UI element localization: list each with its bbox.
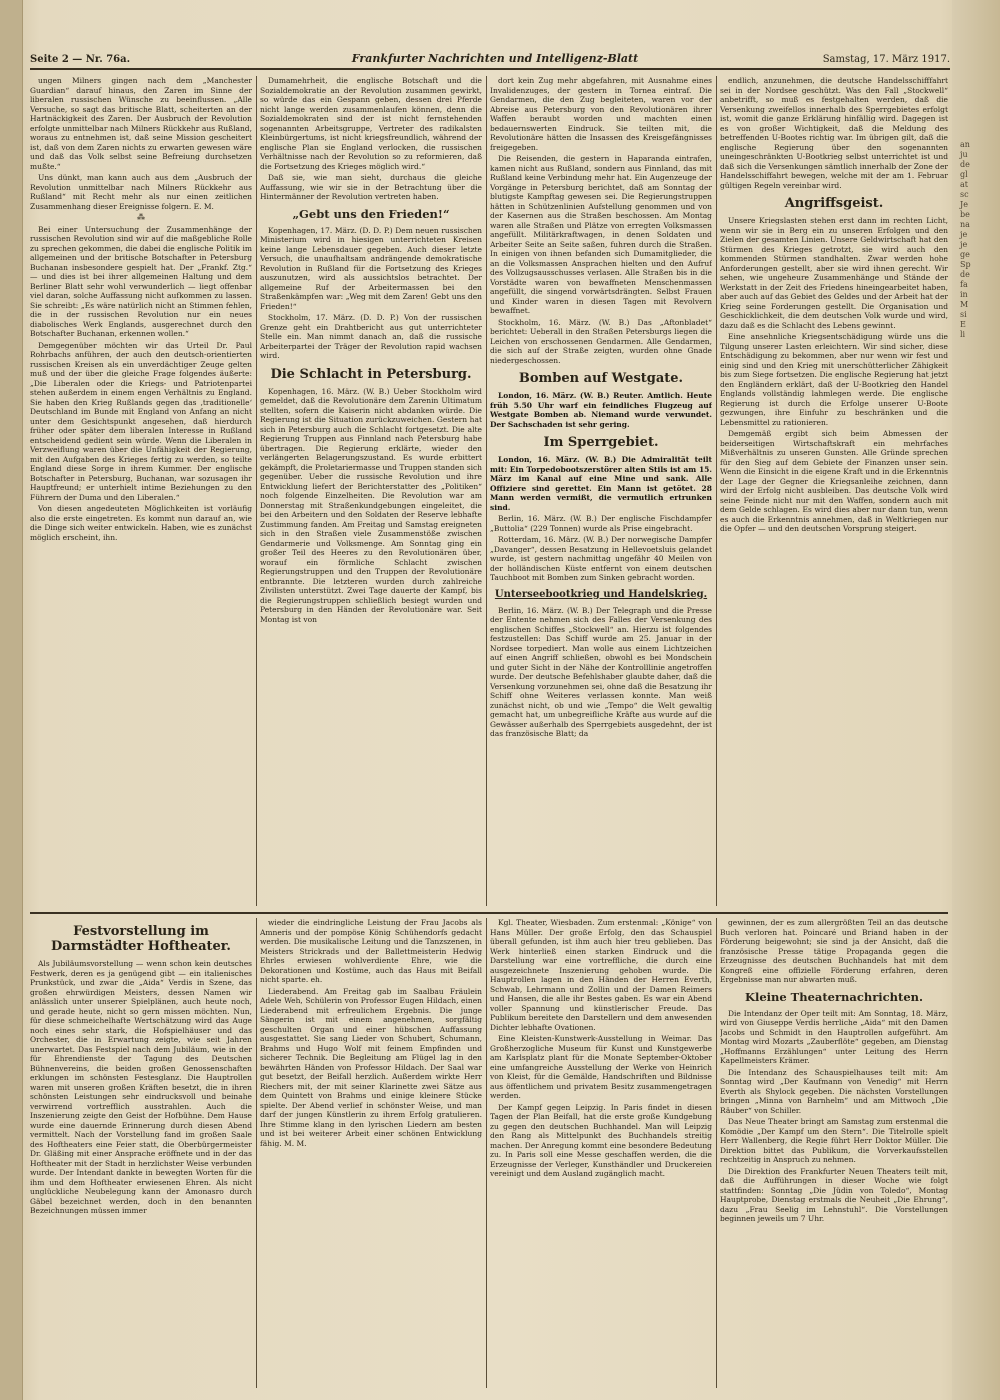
left-page-edge (0, 0, 23, 1400)
paragraph: Daß sie, wie man sieht, durchaus die gleiche Auffassung, wie wir sie in der Betrachtung über die Hintermänner der Revolution vertreten haben. (260, 173, 482, 201)
edge-fragment: na (960, 220, 970, 229)
edge-fragment: de (960, 160, 970, 169)
paragraph: Dumamehrheit, die englische Botschaft und die Sozialdemokratie an der Revolution zusammen gewirkt, so würde das ein Gespann geben, dessen drei Pferde nicht lange werden zusammenlaufen können, denn die Sozialdemokraten sind der ist nicht fernstehenden sogenannten Arbeitsgruppe, Vertreter des radikalsten Kleinbürgertums, ist nicht kriegsfreundlich, während der englische Plan sie England verlocken, die russischen Verhältnisse nach der Revolution so zu reformieren, daß die Fortsetzung des Krieges möglich wird.“ (260, 76, 482, 171)
paragraph: Uns dünkt, man kann auch aus dem „Ausbruch der Revolution unmittelbar nach Milners Rückkehr aus Rußland“ mit Recht mehr als nur einen zeitlichen Zusammenhang dieser Ereignisse folgern. E. M. (30, 173, 252, 211)
paragraph: London, 16. März. (W. B.) Die Admiralität teilt mit: Ein Torpedobootszerstörer alten Stils ist am 15. März im Kanal auf eine Mine und sank. Alle Offiziere sind gerettet. Ein Mann ist getötet. 28 Mann werden vermißt, die vermutlich ertrunken sind. (490, 455, 712, 512)
article-headline: „Gebt uns den Frieden!“ (292, 206, 450, 221)
paper-title: Frankfurter Nachrichten und Intelligenz-Blatt (351, 52, 639, 65)
paragraph: Kopenhagen, 16. März. (W. B.) Ueber Stockholm wird gemeldet, daß die Revolutionäre dem Zarenin Ultimatum stellten, sofern die Kaiserin nicht abdanken würde. Die Regierung ist die Situation zurückzuweichen. Gestern hat sich in Petersburg auch die Schlacht fortgesetzt. Die alte Regierung Truppen aus Finnland nach Petersburg habe übertragen. Die Regierung erklärte, wieder den verlängerten Belagerungszustand. Es wurde erbittert gekämpft, die Proletariermasse und Truppen standen sich gegenüber. Ueber die russische Revolution und ihre Entwicklung liefert der Berichterstatter des „Politiken“ noch folgende Einzelheiten. Die Revolution war am Donnerstag mit Straßenkundgebungen eingeleitet, die bei den Arbeitern und den Soldaten der Reserve lebhafte Zustimmung fanden. Am Freitag und Samstag ereigneten sich in den Straßen viele Zusammenstöße zwischen Gendarmerie und Volksmenge. Am Sonntag ging ein großer Teil des Heeres zu den Revolutionären über, worauf ein förmliche Schlacht zwischen Regierungstruppen und den Truppen der Revolutionäre entbrannte. Die letzteren wurden durch zahlreiche Zivilisten unterstützt. Zwei Tage dauerte der Kampf, bis die Regierungstruppen schließlich besiegt wurden und Petersburg in den Händen der Revolutionäre war. Seit Montag ist von (260, 386, 482, 624)
edge-fragment: Sp (960, 260, 971, 269)
paragraph: Liederabend. Am Freitag gab im Saalbau Fräulein Adele Weh, Schülerin von Professor Eugen Hildach, einen Liederabend mit erfreulichem Ergebnis. Die junge Sängerin ist mit einem angenehmen, sorgfältig geschulten Organ und einer hübschen Auffassung ausgestattet. Sie sang Lieder von Schubert, Schumann, Brahms und Hugo Wolf mit feinem Empfinden und sicherer Technik. Die Begleitung am Flügel lag in den bewährten Händen von Professor Hildach. Der Saal war gut besetzt, der Beifall herzlich. Außerdem wirkte Herr Riechers mit, der mit seiner Klarinette zwei Sätze aus dem Quintett von Brahms und einige kleinere Stücke spielte. Der Abend verlief in schönster Weise, und man darf der jungen Künstlerin zu ihrem Erfolg gratulieren. Ihre Stimme klang in den lyrischen Liedern am besten und ist bei weiterer Arbeit einer schönen Entwicklung fähig. M. M. (260, 986, 482, 1148)
lower-column-1 (30, 918, 252, 1388)
paragraph: Eine ansehnliche Kriegsentschädigung würde uns die Tilgung unserer Lasten erleichtern. Wir sind sicher, diese Entschädigung zu bekommen, aber nur wenn wir fest und einig sind und den Krieg mit unerschütterlicher Zähigkeit bis zum Siege fortsetzen. Die englische Regierung hat jetzt den Engländern erklärt, daß der U-Bootkrieg den Handel Englands vollständig lahmlegen werde. Die englische Regierung ist durch die Erfolge unserer U-Boote gezwungen, ihre Einfuhr zu beschränken und die Lebensmittel zu rationieren. (720, 332, 948, 427)
edge-fragment: je (960, 230, 968, 239)
column-rule (256, 76, 257, 906)
edge-fragment: Je (960, 200, 968, 209)
column-rule (716, 76, 717, 906)
article-headline: Festvorstellung im Darmstädter Hoftheater. (51, 924, 231, 954)
paragraph: Stockholm, 16. März. (W. B.) Das „Aftonbladet“ berichtet: Ueberall in den Straßen Petersburgs liegen die Leichen von erschossenen Gendarmen. Alle Gendarmen, die sich auf der Straße zeigten, wurden ohne Gnade niedergeschossen. (490, 317, 712, 365)
column-rule (486, 76, 487, 906)
edge-fragment: E (960, 320, 966, 329)
paragraph: Demgemäß ergibt sich beim Abmessen der beiderseitigen Wirtschaftskraft ein mehrfaches Mißverhältnis zu unseren Gunsten. Alle Gründe sprechen für den Sieg auf dem Gebiete der Finanzen unser sein. Wenn die Einsicht in die eigene Kraft und in die Erkenntnis der Lage der Gegner die Kriegsanleihe zeichnen, dann wird der Erfolg nicht ausbleiben. Das deutsche Volk wird seine Feinde nicht nur mit den Waffen, sondern auch mit dem Gelde schlagen. Es wird dies aber nur dann tun, wenn es auch die Erkenntnis annehmen, daß in Weltkriegen nur die Opfer — und den deutschen Vorsprung steigert. (720, 429, 948, 533)
paragraph: Die Intendanz des Schauspielhauses teilt mit: Am Sonntag wird „Der Kaufmann von Venedig“ mit Herrn Everth als Shylock gegeben. Die nächsten Vorstellungen bringen „Minna von Barnhelm“ und am Mittwoch „Die Räuber“ von Schiller. (720, 1067, 948, 1115)
edge-fragment: sc (960, 190, 969, 199)
edge-fragment: gl (960, 170, 968, 179)
lower-column-3 (490, 918, 712, 1388)
paragraph: Berlin, 16. März. (W. B.) Der Telegraph und die Presse der Entente nehmen sich des Falles der Versenkung des englischen Schiffes „Stockwell“ an. Hierzu ist folgendes festzustellen: Das Schiff wurde am 25. Januar in der Nordsee torpediert. Man wolle aus einem Lichtzeichen auf einen Angriff schließen, obwohl es bei Mondschein und guter Sicht in der Nähe der Kontrolllinie angetroffen wurde. Der deutsche Befehlshaber glaubte daher, daß die Versenkung vorzunehmen sei, ohne daß die Besatzung ihr Schiff ohne Weiteres verlassen konnte. Man weiß zunächst nicht, ob und wie „Tempo“ die Welt gewaltig gemacht hat, um unbegreifliche Kräfte aus wurde auf die Gewässer außerhalb des Sperrgebiets ausgedehnt, der ist das französische Blatt; da (490, 605, 712, 738)
separator: ⁂ (137, 213, 145, 222)
edge-fragment: ju (960, 150, 968, 159)
page-number: Seite 2 — Nr. 76a. (30, 54, 131, 65)
paragraph: endlich, anzunehmen, die deutsche Handelsschifffahrt sei in der Nordsee geschützt. Was den Fall „Stockwell“ anbetrifft, so muß es festgehalten werden, daß die Versenkung zweifellos innerhalb des Sperrgebietes erfolgt ist, womit die ganze Erklärung hinfällig wird. Dagegen ist es von großer Wichtigkeit, daß die Meldung des betreffenden U-Bootes richtig war. Im übrigen gilt, daß die englische Regierung über den sogenannten uneingeschränkten U-Bootkrieg selbst unterrichtet ist und daß sich die Versenkungen sämtlich innerhalb der Zone der Handelsschiffahrt bewegen, welche mit der am 1. Februar gültigen Regeln vereinbar wird. (720, 76, 948, 190)
column-2 (260, 76, 482, 906)
edge-fragment: de (960, 270, 970, 279)
column-rule (716, 918, 717, 1388)
paragraph: Von diesen angedeuteten Möglichkeiten ist vorläufig also die erste eingetreten. Es kommt nun darauf an, wie die Dinge sich weiter entwickeln. Haben, wie es zunächst möglich erscheint, ihn. (30, 504, 252, 542)
column-4 (720, 76, 948, 906)
paragraph: Die Direktion des Frankfurter Neuen Theaters teilt mit, daß die Aufführungen in dieser Woche wie folgt stattfinden: Sonntag „Die Jüdin von Toledo“, Montag Hauptprobe, Dienstag erstmals die Neuheit „Die Ehrung“, dazu „Frau Seelig im Lehnstuhl“. Die Vorstellungen beginnen jeweils um 7 Uhr. (720, 1166, 948, 1223)
column-3 (490, 76, 712, 906)
paragraph: Der Kampf gegen Leipzig. In Paris findet in diesen Tagen der Plan Beifall, hat die erste große Kundgebung zu gegen den deutschen Buchhandel. Man will Leipzig den Rang als Mittelpunkt des Buchhandels streitig machen. Der Anregung kommt eine besondere Bedeutung zu. In Paris soll eine Messe geschaffen werden, die die Erzeugnisse der Verleger, Kunsthändler und Druckereien vereinigt und dem Ausland zugänglich macht. (490, 1102, 712, 1178)
article-headline: Unterseebootkrieg und Handelskrieg. (494, 588, 708, 600)
edge-fragment: an (960, 140, 970, 149)
edge-fragment: be (960, 210, 970, 219)
paragraph: Berlin, 16. März. (W. B.) Der englische Fischdampfer „Buttolia“ (229 Tonnen) wurde als Prise eingebracht. (490, 514, 712, 533)
article-headline: Im Sperrgebiet. (543, 435, 659, 450)
article-headline: Angriffsgeist. (784, 196, 884, 211)
edge-fragment: ge (960, 250, 970, 259)
paragraph: gewinnen, der es zum allergrößten Teil an das deutsche Buch verloren hat. Poincaré und Briand haben in der Förderung beigewohnt; sie sind ja der Ansicht, daß die französische Presse tätige Propaganda gegen die Erzeugnisse des deutschen Buchhandels hat mit dem Kongreß eine offizielle Förderung erfahren, deren Ergebnisse man nur abwarten muß. (720, 918, 948, 984)
article-headline: Kleine Theaternachrichten. (744, 989, 924, 1004)
article-headline: Die Schlacht in Petersburg. (270, 366, 472, 382)
edge-fragment: si (960, 310, 967, 319)
column-rule (256, 918, 257, 1388)
paragraph: Rotterdam, 16. März. (W. B.) Der norwegische Dampfer „Davanger“, dessen Besatzung in Hellevoetsluis gelandet wurde, ist gestern nachmittag ungefähr 40 Meilen von der holländischen Küste entfernt von einem deutschen Tauchboot mit Bomben zum Sinken gebracht worden. (490, 535, 712, 582)
column-rule (486, 918, 487, 1388)
edge-fragment: at (960, 180, 968, 189)
lower-column-2 (260, 918, 482, 1388)
paragraph: Die Intendanz der Oper teilt mit: Am Sonntag, 18. März, wird von Giuseppe Verdis herrliche „Aida“ mit den Damen Jacobs und Schmidt in den Hauptrollen aufgeführt. Am Montag wird Mozarts „Zauberflöte“ gegeben, am Dienstag „Hoffmanns Erzählungen“ unter Leitung des Herrn Kapellmeisters Krämer. (720, 1008, 948, 1065)
paragraph: Als Jubiläumsvorstellung — wenn schon kein deutsches Festwerk, deren es ja genügend gibt — ein italienisches Prunkstück, und zwar die „Aida“ Verdis in Szene, das großen ehrwürdigen Meisters, dessen Namen wir anlässlich unter unserer Spielplänen, auch heute noch, und gerade heute, nicht so gern missen möchten. Nun, für diese schmeichelhafte Wertschätzung wird das Auge noch eines sehr stark, die Hofspielhäuser und das Orchester, die in Erwartung zeigte, wie seit Jahren unerwartet. Das Festspiel nach dem Jubiläum, wie in der für Ehrendienste der Tagung des Deutschen Bühnenvereins, die beiden großen Genossenschaften erklungen im schönsten Festesglanz. Die Hauptrollen waren mit unseren großen Kräften besetzt, die in ihren schönsten Leistungen sehr eindrucksvoll und beinahe verwirrend vortrefflich ausstrahlen. Auch die Inszenierung zeigte den Geist der Hofbühne. Dem Hause wurde eine dauernde Erinnerung durch diesen Abend vermittelt. Nach der Vorstellung fand im großen Saale des Hoftheaters eine Feier statt, die Oberbürgermeister Dr. Gläßing mit einer Ansprache eröffnete und in der das Hoftheater mit der Stadt in herzlichster Weise verbunden wurde. Der Intendant dankte in bewegten Worten für die ihm und dem Hoftheater erwiesenen Ehren. Als nicht unglückliche Neubelegung kann der Amonasro durch Gäbel bezeichnet werden, doch in den benannten Bezeichnungen müssen immer (30, 959, 252, 1215)
section-divider (30, 912, 948, 914)
paragraph: ungen Milners gingen nach dem „Manchester Guardian“ darauf hinaus, den Zaren im Sinne der liberalen russischen Wünsche zu beeinflussen. „Alle Versuche, so sagt das britische Blatt, scheiterten an der Hartnäckigkeit des Zaren. Der Ausbruch der Revolution erfolgte unmittelbar nach Milners Rückkehr aus Rußland, woraus zu entnehmen ist, daß seine Mission gescheitert ist, daß von dem Zaren nichts zu erwarten gewesen wäre und daß das Volk selbst seine Befreiung durchsetzen mußte.“ (30, 76, 252, 171)
edge-fragment: in (960, 290, 968, 299)
paragraph: Stockholm, 17. März. (D. D. P.) Von der russischen Grenze geht ein Drahtbericht aus gut unterrichteter Stelle ein. Man nimmt danach an, daß die russische Arbeiterpartei der Träger der Revolution rapid wachsen wird. (260, 313, 482, 360)
paragraph: Unsere Kriegslasten stehen erst dann im rechten Licht, wenn wir sie in Berg ein zu unseren Erfolgen und den Zielen der gesamten Linien. Unsere Geldwirtschaft hat den Stürmen des Krieges getrotzt, sie wird auch den kommenden Stürmen standhalten. Zwar werden hohe Anforderungen gestellt, aber sie wird ihnen gerecht. Wir sehen, wie ungeheure Zusammenhänge und Stände der Werkstatt in der Zeit des Friedens hineingearbeitet haben, aber auch auf das Gebiet des Geldes und der Arbeit hat der Krieg seine Forderungen gestellt. Die Organisation und Geschicklichkeit, die dem deutschen Volk wurde und wird, dazu daß es die Schlacht des Lebens gewinnt. (720, 216, 948, 330)
paragraph: Demgegenüber möchten wir das Urteil Dr. Paul Rohrbachs anführen, der auch den deutsch-orientierten russischen Kreisen als ein unverdächtiger Zeuge gelten muß und der über die gleiche Frage folgendes äußerte: „Die Liberalen oder die Kriegs- und Patriotenpartei stehen außerdem in einem engen Verhältnis zu England. Sie haben den Krieg Rußlands gegen das ‚traditionelle‘ Deutschland im Bunde mit England von Anfang an nicht unter dem Gesichtspunkt angesehen, daß hierdurch früher oder später dem liberalen Interesse in Rußland entscheidend gedient sein würde. Wenn die Liberalen in Verzweiflung waren über die Unfähigkeit der Regierung, mit den Aufgaben des Krieges fertig zu werden, so teilte England diese Sorge in ihrem Kummer. Der englische Botschafter in Petersburg, Buchanan, war sozusagen ihr Hauptfreund; er unterhielt intime Beziehungen zu den Führern der Duma und den Liberalen.“ (30, 340, 252, 502)
paragraph: Bei einer Untersuchung der Zusammenhänge der russischen Revolution sind wir auf die maßgebliche Rolle zu sprechen gekommen, die dabei die englische Politik im allgemeinen und der britische Botschafter in Petersburg Buchanan insbesondere gespielt hat. Der „Frankf. Ztg.“ — und dies ist bei ihrer allgemeinen Haltung und dem Berliner Blatt sehr wohl verwunderlich — liegt offenbar viel daran, solche Auffassung nicht aufkommen zu lassen. Sie schreibt: „Es wäre natürlich nicht an Stimmen fehlen, die in der russischen Revolution nur ein neues diabolisches Werk Englands, ausgerechnet durch den Botschafter Buchanan, erkennen wollen.“ (30, 224, 252, 338)
edge-fragment: M (960, 300, 969, 309)
edge-fragment: fa (960, 280, 968, 289)
paragraph: dort kein Zug mehr abgefahren, mit Ausnahme eines Invalidenzuges, der gestern in Tornea eintraf. Die Gendarmen, die den Zug begleiteten, waren vor der Abreise aus Petersburg von den Revolutionären ihrer Waffen beraubt worden und machten einen bedauernswerten Eindruck. Sie teilten mit, die Revolutionäre hätten die Insassen des Kreisgefängnisses freigegeben. (490, 76, 712, 152)
paragraph: Kgl. Theater, Wiesbaden. Zum erstenmal: „Könige“ von Hans Müller. Der große Erfolg, den das Schauspiel überall gefunden, ist ihm auch hier treu geblieben. Das Werk hinterließ einen starken Eindruck und die Darstellung war eine vortreffliche, die durch eine ausgezeichnete Inszenierung gehoben wurde. Die Hauptrollen lagen in den Händen der Herren Everth, Schwab, Lehrmann und Zollin und der Damen Reimers und Hansen, die alle ihr Bestes gaben. Es war ein Abend voller Spannung und künstlerischer Freude. Das Publikum bereitete den Darstellern und dem anwesenden Dichter lebhafte Ovationen. (490, 918, 712, 1032)
paragraph: Eine Kleisten-Kunstwerk-Ausstellung in Weimar. Das Großherzogliche Museum für Kunst und Kunstgewerbe am Karlsplatz plant für die Monate September-Oktober eine umfangreiche Ausstellung der Werke von Heinrich von Kleist, für die Gemälde, Handschriften und Bildnisse aus öffentlichem und privatem Besitz zusammengetragen werden. (490, 1034, 712, 1100)
column-1 (30, 76, 252, 906)
page-header (30, 52, 950, 70)
paragraph: Die Reisenden, die gestern in Haparanda eintrafen, kamen nicht aus Rußland, sondern aus Finnland, das mit Rußland keine Verbindung mehr hat. Ein Augenzeuge der Vorgänge in Petersburg berichtet, daß am Sonntag der blutigste Kampftag gewesen sei. Die Regierungstruppen hätten in Schützenlinien Aufstellung genommen und von der Kasernen aus die Straßen beschossen. Am Montag waren alle Straßen und Plätze von erregten Volksmassen angefüllt. Militärkraftwagen, in denen Soldaten und Arbeiter Seite an Seite saßen, fuhren durch die Straßen. In einigen von ihnen befanden sich Dumamitglieder, die an die Volksmassen Ansprachen hielten und den Aufruf des Vollzugsausschusses verlasen. Alle Straßen bis in die Vorstädte waren von bewaffneten Menschenmassen angefüllt, die singend vorwärtsdrängten. Selbst Frauen und Kinder waren in diesen Tagen mit Revolvern bewaffnet. (490, 154, 712, 315)
right-page-edge (952, 0, 1000, 1400)
paragraph: Kopenhagen, 17. März. (D. D. P.) Dem neuen russischen Ministerium wird in hiesigen unterrichteten Kreisen keine lange Lebensdauer gegeben. Auch dieser letzte Versuch, die unaufhaltsam andrängende demokratische Revolution in Rußland für die Fortsetzung des Krieges auszunutzen, wird als aussichtslos betrachtet. Der allgemeine Ruf der Arbeitermassen bei den Straßenkämpfen war: „Weg mit dem Zaren! Gebt uns den Frieden!“ (260, 225, 482, 311)
paragraph: wieder die eindringliche Leistung der Frau Jacobs als Amneris und der pompöse König Schühendorfs gedacht werden. Die musikalische Leitung und die Tanzszenen, in Meisters Strickrads und der Ballettmeisterin Hedwig Ehrles erwiesen wohlverdiente Ehre, wie die Dekorationen und Kostüme, auch das Haus mit Beifall nicht sparte. eh. (260, 918, 482, 984)
paragraph: Das Neue Theater bringt am Samstag zum erstenmal die Komödie „Der Kampf um den Stern“. Die Titelrolle spielt Herr Wallenberg, die Regie führt Herr Doktor Müller. Die Direktion bittet das Publikum, die Vorverkaufsstellen rechtzeitig in Anspruch zu nehmen. (720, 1117, 948, 1164)
issue-date: Samstag, 17. März 1917. (822, 54, 950, 65)
edge-fragment: li (960, 330, 966, 339)
article-headline: Bomben auf Westgate. (518, 371, 684, 386)
edge-fragment: je (960, 240, 968, 249)
paragraph: London, 16. März. (W. B.) Reuter. Amtlich. Heute früh 5.50 Uhr warf ein feindliches Flugzeug auf Westgate Bomben ab. Niemand wurde verwundet. Der Sachschaden ist sehr gering. (490, 391, 712, 429)
lower-column-4 (720, 918, 948, 1388)
